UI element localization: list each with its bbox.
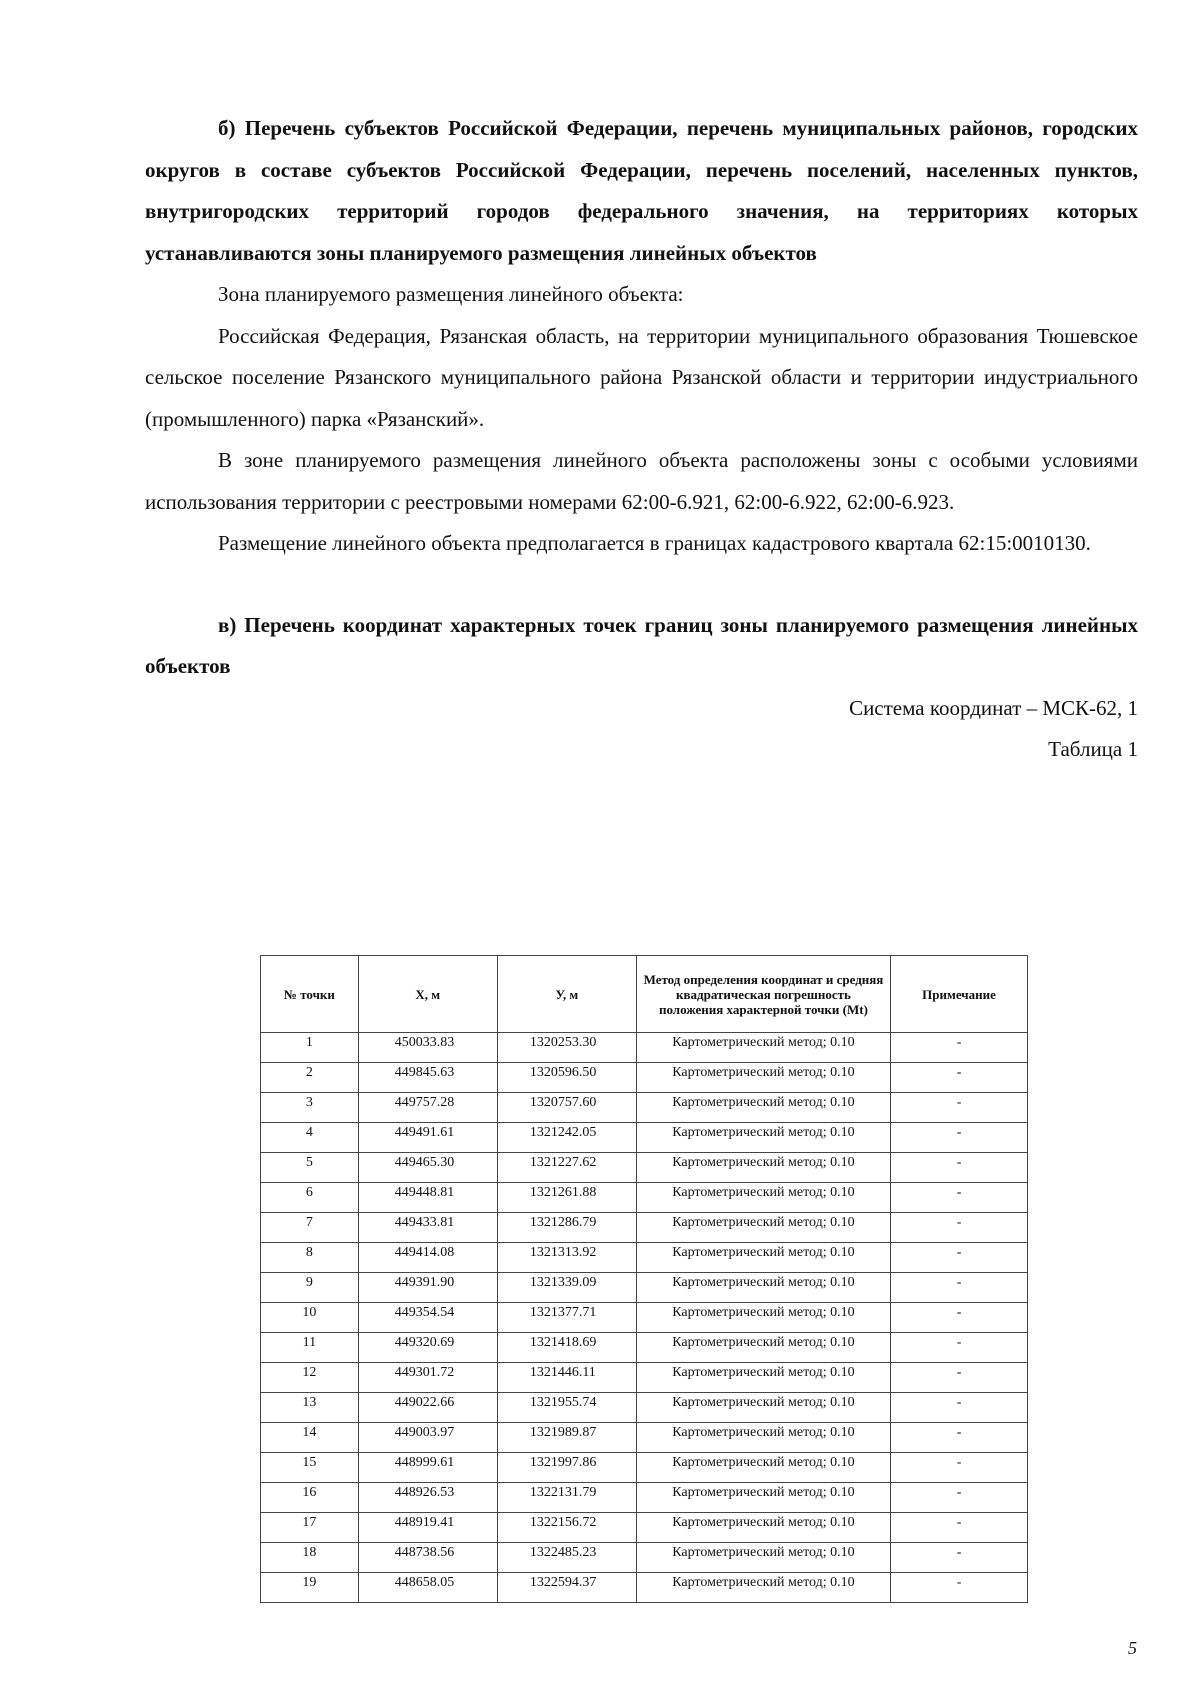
cell-method: Картометрический метод; 0.10 [636,1393,890,1423]
table-row [261,1393,1028,1423]
cell-point-number: 16 [261,1483,359,1513]
table-header-row [261,956,1028,1033]
cell-x: 449433.81 [358,1213,497,1243]
table-row [261,1183,1028,1213]
cell-y: 1321446.11 [497,1363,636,1393]
cell-x: 449491.61 [358,1123,497,1153]
cell-x: 449845.63 [358,1063,497,1093]
coord-system-label: Система координат – МСК-62, 1 [849,695,1138,720]
spacer [145,565,1138,605]
cell-y: 1321989.87 [497,1423,636,1453]
paragraph-cadastral: Размещение линейного объекта предполагается в границах кадастрового квартала 62:15:0010130. [218,531,1091,555]
table-row [261,1063,1028,1093]
cell-point-number: 18 [261,1543,359,1573]
table-row [261,1363,1028,1393]
cell-method: Картометрический метод; 0.10 [636,1153,890,1183]
cell-x: 449414.08 [358,1243,497,1273]
cell-point-number: 2 [261,1063,359,1093]
cell-note: - [891,1153,1028,1183]
paragraph-special-zones: В зоне планируемого размещения линейного объекта расположены зоны с особыми условиями использования территории с реестровыми номерами 62:00-6.921, 62:00-6.922, 62:00-6.923. [145,448,1138,514]
table-row [261,1483,1028,1513]
cell-point-number: 6 [261,1183,359,1213]
table-row [261,1153,1028,1183]
cell-y: 1322131.79 [497,1483,636,1513]
table-row [261,1093,1028,1123]
cell-method: Картометрический метод; 0.10 [636,1303,890,1333]
header-y: У, м [497,956,636,1033]
cell-method: Картометрический метод; 0.10 [636,1183,890,1213]
cell-method: Картометрический метод; 0.10 [636,1273,890,1303]
cell-x: 448999.61 [358,1453,497,1483]
cell-note: - [891,1273,1028,1303]
table-row [261,1573,1028,1603]
cell-note: - [891,1483,1028,1513]
cell-y: 1321377.71 [497,1303,636,1333]
cell-note: - [891,1243,1028,1273]
cell-y: 1320757.60 [497,1093,636,1123]
cell-x: 449391.90 [358,1273,497,1303]
table-row [261,1423,1028,1453]
cell-point-number: 3 [261,1093,359,1123]
table-row [261,1333,1028,1363]
cell-method: Картометрический метод; 0.10 [636,1093,890,1123]
cell-method: Картометрический метод; 0.10 [636,1123,890,1153]
cell-note: - [891,1543,1028,1573]
cell-method: Картометрический метод; 0.10 [636,1423,890,1453]
cell-method: Картометрический метод; 0.10 [636,1033,890,1063]
cell-point-number: 5 [261,1153,359,1183]
cell-x: 448926.53 [358,1483,497,1513]
cell-x: 448658.05 [358,1573,497,1603]
cell-y: 1321242.05 [497,1123,636,1153]
cell-y: 1321227.62 [497,1153,636,1183]
cell-point-number: 1 [261,1033,359,1063]
cell-y: 1321313.92 [497,1243,636,1273]
cell-method: Картометрический метод; 0.10 [636,1453,890,1483]
cell-method: Картометрический метод; 0.10 [636,1063,890,1093]
table-row [261,1213,1028,1243]
table-body [261,1033,1028,1603]
page-content [145,108,1138,771]
paragraph-territory: Российская Федерация, Рязанская область, на территории муниципального образования Тюшевское сельское поселение Рязанского муниципального района Рязанской области и территории индустриального (промышленного) парка «Рязанский». [145,323,1138,431]
cell-method: Картометрический метод; 0.10 [636,1213,890,1243]
cell-note: - [891,1363,1028,1393]
header-note: Примечание [891,956,1028,1033]
table-row [261,1543,1028,1573]
coordinates-table [260,955,1028,1603]
cell-note: - [891,1123,1028,1153]
cell-point-number: 8 [261,1243,359,1273]
cell-note: - [891,1453,1028,1483]
cell-point-number: 15 [261,1453,359,1483]
cell-point-number: 9 [261,1273,359,1303]
section-v-heading: в) Перечень координат характерных точек границ зоны планируемого размещения линейных объектов [145,612,1138,678]
cell-note: - [891,1213,1028,1243]
table-row [261,1303,1028,1333]
cell-method: Картометрический метод; 0.10 [636,1333,890,1363]
cell-y: 1321418.69 [497,1333,636,1363]
cell-y: 1322485.23 [497,1543,636,1573]
cell-point-number: 12 [261,1363,359,1393]
cell-y: 1321261.88 [497,1183,636,1213]
cell-x: 449465.30 [358,1153,497,1183]
cell-method: Картометрический метод; 0.10 [636,1243,890,1273]
cell-y: 1320596.50 [497,1063,636,1093]
table-row [261,1243,1028,1273]
cell-x: 449022.66 [358,1393,497,1423]
cell-note: - [891,1093,1028,1123]
cell-x: 448919.41 [358,1513,497,1543]
section-b-heading: б) Перечень субъектов Российской Федерации, перечень муниципальных районов, городских округов в составе субъектов Российской Федерации, перечень поселений, населенных пунктов, внутригородских территорий городов федерального значения, на территориях которых устанавливаются зоны планируемого размещения линейных объектов [145,116,1138,265]
table-row [261,1123,1028,1153]
cell-x: 449757.28 [358,1093,497,1123]
cell-note: - [891,1393,1028,1423]
cell-point-number: 14 [261,1423,359,1453]
cell-note: - [891,1303,1028,1333]
cell-y: 1322594.37 [497,1573,636,1603]
cell-method: Картометрический метод; 0.10 [636,1483,890,1513]
table-row [261,1033,1028,1063]
table-row [261,1273,1028,1303]
cell-note: - [891,1063,1028,1093]
cell-point-number: 13 [261,1393,359,1423]
header-point-number: № точки [261,956,359,1033]
cell-note: - [891,1573,1028,1603]
cell-note: - [891,1513,1028,1543]
cell-method: Картометрический метод; 0.10 [636,1363,890,1393]
table-row [261,1453,1028,1483]
header-x: Х, м [358,956,497,1033]
cell-x: 450033.83 [358,1033,497,1063]
cell-note: - [891,1423,1028,1453]
cell-method: Картометрический метод; 0.10 [636,1543,890,1573]
cell-x: 449320.69 [358,1333,497,1363]
cell-method: Картометрический метод; 0.10 [636,1513,890,1543]
cell-point-number: 17 [261,1513,359,1543]
table-row [261,1513,1028,1543]
cell-note: - [891,1183,1028,1213]
cell-note: - [891,1033,1028,1063]
cell-y: 1320253.30 [497,1033,636,1063]
cell-y: 1321339.09 [497,1273,636,1303]
cell-x: 449448.81 [358,1183,497,1213]
cell-y: 1321286.79 [497,1213,636,1243]
cell-x: 449003.97 [358,1423,497,1453]
header-method: Метод определения координат и средняя квадратическая погрешность положения характерной точки (Mt) [636,956,890,1033]
cell-note: - [891,1333,1028,1363]
cell-y: 1322156.72 [497,1513,636,1543]
cell-x: 449354.54 [358,1303,497,1333]
cell-point-number: 4 [261,1123,359,1153]
cell-x: 449301.72 [358,1363,497,1393]
cell-y: 1321997.86 [497,1453,636,1483]
paragraph-zone-intro: Зона планируемого размещения линейного объекта: [218,282,684,306]
cell-point-number: 11 [261,1333,359,1363]
cell-method: Картометрический метод; 0.10 [636,1573,890,1603]
cell-x: 448738.56 [358,1543,497,1573]
table-label: Таблица 1 [1048,737,1138,761]
cell-point-number: 19 [261,1573,359,1603]
cell-point-number: 7 [261,1213,359,1243]
cell-y: 1321955.74 [497,1393,636,1423]
cell-point-number: 10 [261,1303,359,1333]
page-number: 5 [1128,1638,1137,1658]
